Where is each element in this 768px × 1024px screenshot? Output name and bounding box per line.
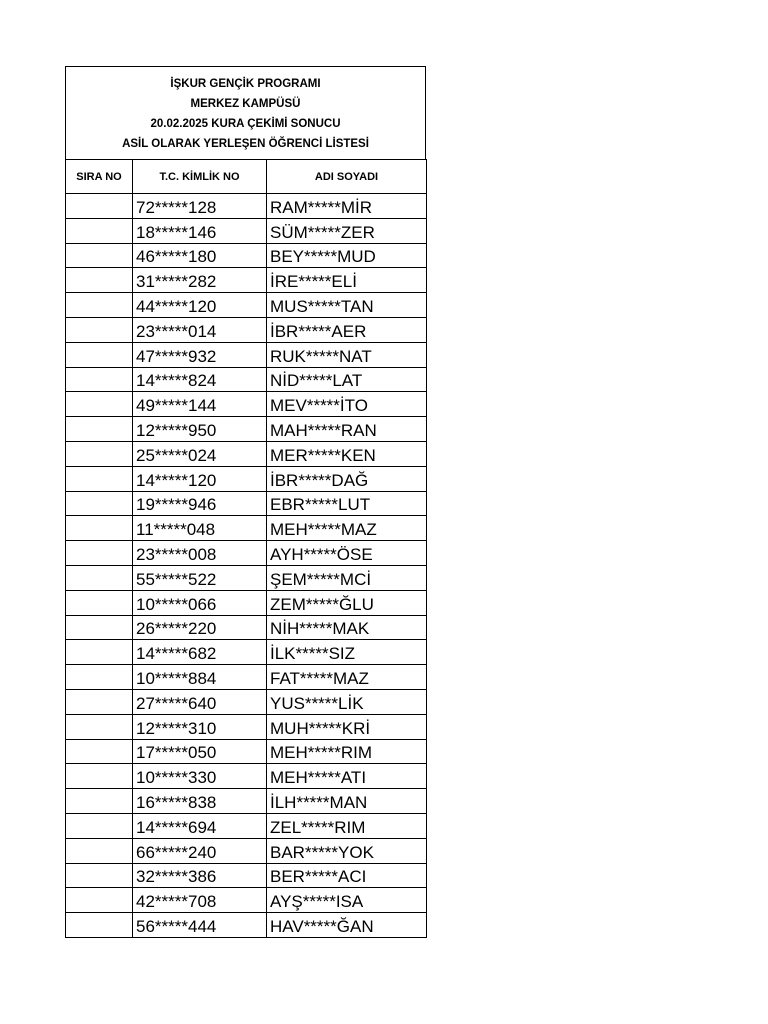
- sira-no-cell: [66, 466, 133, 491]
- adi-soyadi-cell: ZEL*****RIM: [267, 813, 427, 838]
- title-line-list-name: ASİL OLARAK YERLEŞEN ÖĞRENCİ LİSTESİ: [122, 138, 369, 150]
- tc-kimlik-cell: 14*****682: [133, 640, 267, 665]
- table-row: [66, 293, 427, 318]
- adi-soyadi-cell: MER*****KEN: [267, 441, 427, 466]
- sira-no-cell: [66, 441, 133, 466]
- tc-kimlik-cell: 16*****838: [133, 789, 267, 814]
- adi-soyadi-cell: HAV*****ĞAN: [267, 913, 427, 938]
- table-row: [66, 789, 427, 814]
- tc-kimlik-cell: 32*****386: [133, 863, 267, 888]
- tc-kimlik-cell: 66*****240: [133, 838, 267, 863]
- adi-soyadi-cell: MEH*****MAZ: [267, 516, 427, 541]
- tc-kimlik-cell: 46*****180: [133, 243, 267, 268]
- adi-soyadi-cell: ŞEM*****MCİ: [267, 565, 427, 590]
- table-row: [66, 714, 427, 739]
- tc-kimlik-cell: 42*****708: [133, 888, 267, 913]
- tc-kimlik-cell: 12*****310: [133, 714, 267, 739]
- table-row: [66, 813, 427, 838]
- adi-soyadi-cell: NİD*****LAT: [267, 367, 427, 392]
- title-block: [65, 66, 426, 159]
- table-row: [66, 342, 427, 367]
- table-row: [66, 640, 427, 665]
- sira-no-cell: [66, 268, 133, 293]
- sira-no-cell: [66, 689, 133, 714]
- sira-no-cell: [66, 218, 133, 243]
- table-row: [66, 516, 427, 541]
- table-row: [66, 888, 427, 913]
- tc-kimlik-cell: 23*****008: [133, 541, 267, 566]
- tc-kimlik-cell: 23*****014: [133, 317, 267, 342]
- adi-soyadi-cell: BEY*****MUD: [267, 243, 427, 268]
- tc-kimlik-cell: 26*****220: [133, 615, 267, 640]
- sira-no-cell: [66, 913, 133, 938]
- sira-no-cell: [66, 541, 133, 566]
- adi-soyadi-cell: MAH*****RAN: [267, 417, 427, 442]
- tc-kimlik-cell: 10*****330: [133, 764, 267, 789]
- table-row: [66, 268, 427, 293]
- sira-no-cell: [66, 813, 133, 838]
- table-row: [66, 838, 427, 863]
- table-row: [66, 218, 427, 243]
- adi-soyadi-cell: BAR*****YOK: [267, 838, 427, 863]
- title-line-campus: MERKEZ KAMPÜSÜ: [190, 98, 301, 110]
- tc-kimlik-cell: 10*****884: [133, 665, 267, 690]
- sira-no-cell: [66, 590, 133, 615]
- tc-kimlik-cell: 31*****282: [133, 268, 267, 293]
- table-row: [66, 615, 427, 640]
- adi-soyadi-cell: RAM*****MİR: [267, 194, 427, 219]
- adi-soyadi-cell: SÜM*****ZER: [267, 218, 427, 243]
- adi-soyadi-cell: AYŞ*****ISA: [267, 888, 427, 913]
- tc-kimlik-cell: 56*****444: [133, 913, 267, 938]
- sira-no-cell: [66, 665, 133, 690]
- adi-soyadi-cell: MEH*****RIM: [267, 739, 427, 764]
- adi-soyadi-cell: AYH*****ÖSE: [267, 541, 427, 566]
- tc-kimlik-cell: 49*****144: [133, 392, 267, 417]
- adi-soyadi-cell: MEV*****İTO: [267, 392, 427, 417]
- adi-soyadi-cell: BER*****ACI: [267, 863, 427, 888]
- tc-kimlik-cell: 25*****024: [133, 441, 267, 466]
- adi-soyadi-cell: İBR*****DAĞ: [267, 466, 427, 491]
- sira-no-cell: [66, 317, 133, 342]
- adi-soyadi-cell: ZEM*****ĞLU: [267, 590, 427, 615]
- title-line-program: İŞKUR GENÇİK PROGRAMI: [170, 78, 321, 90]
- tc-kimlik-cell: 17*****050: [133, 739, 267, 764]
- adi-soyadi-cell: FAT*****MAZ: [267, 665, 427, 690]
- header-tc-kimlik-no: T.C. KİMLİK NO: [133, 160, 267, 194]
- tc-kimlik-cell: 14*****120: [133, 466, 267, 491]
- adi-soyadi-cell: YUS*****LİK: [267, 689, 427, 714]
- student-table: [65, 159, 427, 938]
- sira-no-cell: [66, 516, 133, 541]
- table-row: [66, 194, 427, 219]
- sira-no-cell: [66, 714, 133, 739]
- tc-kimlik-cell: 12*****950: [133, 417, 267, 442]
- table-header-row: [66, 160, 427, 194]
- table-row: [66, 665, 427, 690]
- tc-kimlik-cell: 27*****640: [133, 689, 267, 714]
- sira-no-cell: [66, 392, 133, 417]
- adi-soyadi-cell: EBR*****LUT: [267, 491, 427, 516]
- table-row: [66, 243, 427, 268]
- sira-no-cell: [66, 367, 133, 392]
- table-row: [66, 541, 427, 566]
- sira-no-cell: [66, 640, 133, 665]
- adi-soyadi-cell: MEH*****ATI: [267, 764, 427, 789]
- title-line-draw-date: 20.02.2025 KURA ÇEKİMİ SONUCU: [150, 118, 341, 130]
- table-row: [66, 590, 427, 615]
- tc-kimlik-cell: 19*****946: [133, 491, 267, 516]
- adi-soyadi-cell: MUS*****TAN: [267, 293, 427, 318]
- tc-kimlik-cell: 55*****522: [133, 565, 267, 590]
- sira-no-cell: [66, 863, 133, 888]
- tc-kimlik-cell: 14*****694: [133, 813, 267, 838]
- sira-no-cell: [66, 789, 133, 814]
- header-adi-soyadi: ADI SOYADI: [267, 160, 427, 194]
- sira-no-cell: [66, 417, 133, 442]
- tc-kimlik-cell: 44*****120: [133, 293, 267, 318]
- sira-no-cell: [66, 739, 133, 764]
- table-row: [66, 367, 427, 392]
- table-row: [66, 739, 427, 764]
- table-row: [66, 764, 427, 789]
- table-row: [66, 913, 427, 938]
- table-row: [66, 417, 427, 442]
- tc-kimlik-cell: 47*****932: [133, 342, 267, 367]
- tc-kimlik-cell: 10*****066: [133, 590, 267, 615]
- sira-no-cell: [66, 764, 133, 789]
- adi-soyadi-cell: İRE*****ELİ: [267, 268, 427, 293]
- tc-kimlik-cell: 11*****048: [133, 516, 267, 541]
- sira-no-cell: [66, 342, 133, 367]
- table-row: [66, 441, 427, 466]
- sira-no-cell: [66, 293, 133, 318]
- sira-no-cell: [66, 888, 133, 913]
- table-body: [66, 194, 427, 938]
- adi-soyadi-cell: NİH*****MAK: [267, 615, 427, 640]
- table-row: [66, 565, 427, 590]
- tc-kimlik-cell: 14*****824: [133, 367, 267, 392]
- sira-no-cell: [66, 838, 133, 863]
- tc-kimlik-cell: 18*****146: [133, 218, 267, 243]
- table-row: [66, 689, 427, 714]
- sira-no-cell: [66, 565, 133, 590]
- sira-no-cell: [66, 491, 133, 516]
- sira-no-cell: [66, 243, 133, 268]
- table-row: [66, 491, 427, 516]
- sira-no-cell: [66, 615, 133, 640]
- tc-kimlik-cell: 72*****128: [133, 194, 267, 219]
- header-sira-no: SIRA NO: [66, 160, 133, 194]
- student-list-sheet: [65, 66, 426, 938]
- adi-soyadi-cell: RUK*****NAT: [267, 342, 427, 367]
- table-row: [66, 392, 427, 417]
- table-row: [66, 317, 427, 342]
- adi-soyadi-cell: İLH*****MAN: [267, 789, 427, 814]
- sira-no-cell: [66, 194, 133, 219]
- adi-soyadi-cell: MUH*****KRİ: [267, 714, 427, 739]
- table-row: [66, 863, 427, 888]
- adi-soyadi-cell: İLK*****SIZ: [267, 640, 427, 665]
- adi-soyadi-cell: İBR*****AER: [267, 317, 427, 342]
- table-row: [66, 466, 427, 491]
